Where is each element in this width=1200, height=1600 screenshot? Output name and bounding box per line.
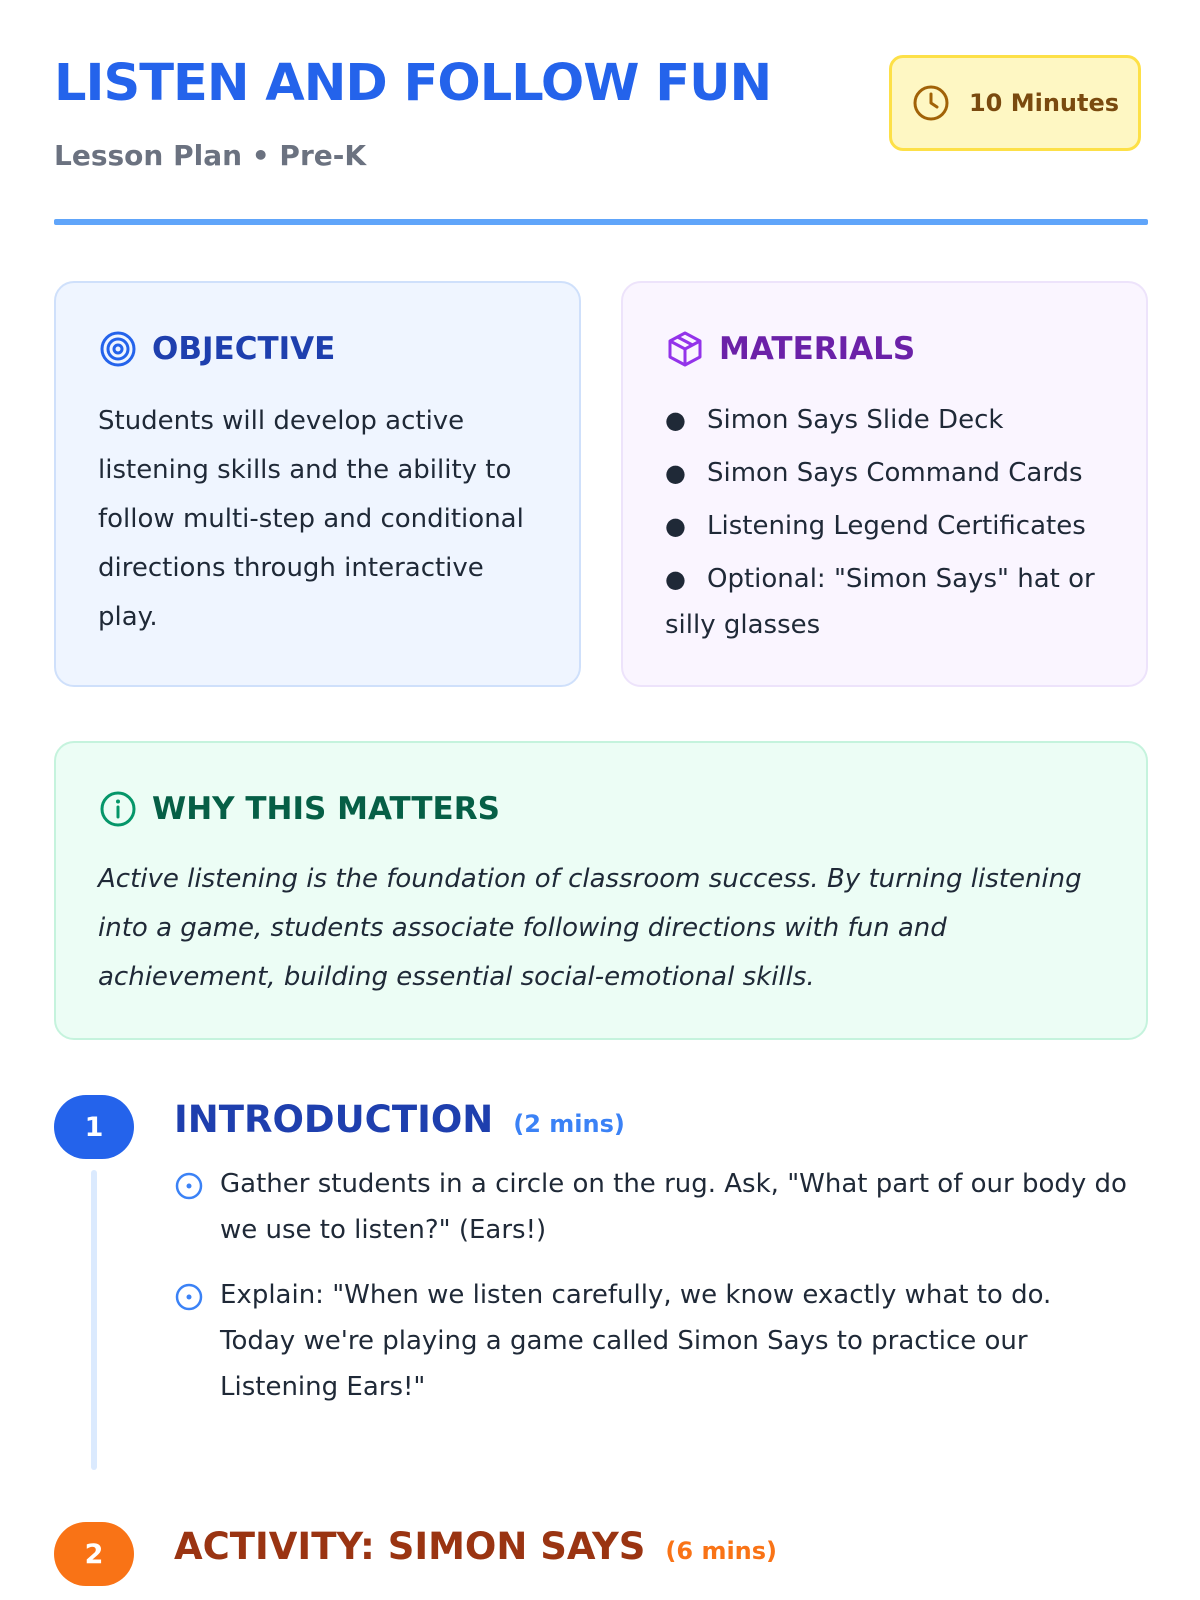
materials-list	[665, 397, 1115, 655]
info-icon	[98, 789, 138, 829]
list-item: ● Optional: "Simon Says" hat or silly glasses	[665, 556, 1115, 648]
step-number-badge: 2	[54, 1522, 134, 1586]
list-item: ● Listening Legend Certificates	[665, 503, 1115, 549]
step-items	[174, 1161, 1134, 1429]
step-title: INTRODUCTION	[174, 1098, 494, 1141]
duration-badge	[889, 55, 1141, 151]
why-title: WHY THIS MATTERS	[152, 791, 500, 827]
bullet: ●	[665, 565, 686, 593]
objective-header	[98, 329, 335, 369]
header-divider	[54, 219, 1148, 225]
why-card	[54, 741, 1148, 1040]
list-item: Gather students in a circle on the rug. Ask, "What part of our body do we use to listen?" (Ears!)	[174, 1161, 1134, 1253]
duration-label: 10 Minutes	[968, 89, 1120, 117]
bullet: ●	[665, 512, 686, 540]
bullet: ●	[665, 459, 686, 487]
clock-icon	[911, 83, 951, 123]
lesson-plan-page	[54, 0, 1148, 1600]
target-icon	[98, 329, 138, 369]
objective-title: OBJECTIVE	[152, 331, 336, 367]
dot-circle-icon	[174, 1171, 204, 1201]
box-icon	[665, 329, 705, 369]
dot-circle-icon	[174, 1282, 204, 1312]
page-title: LISTEN AND FOLLOW FUN	[54, 54, 772, 113]
objective-text: Students will develop active listening skills and the ability to follow multi-step and conditional directions through interactive play.	[98, 406, 524, 632]
list-item: ● Simon Says Slide Deck	[665, 397, 1115, 443]
list-item: ● Simon Says Command Cards	[665, 450, 1115, 496]
why-header	[98, 789, 500, 829]
step-duration: (6 mins)	[665, 1537, 778, 1565]
step-timeline-line	[91, 1170, 97, 1470]
list-item: Explain: "When we listen carefully, we know exactly what to do. Today we're playing a game called Simon Says to practice our Listening Ears!"	[174, 1272, 1134, 1410]
materials-card	[621, 281, 1148, 687]
materials-title: MATERIALS	[719, 331, 916, 367]
bullet: ●	[665, 406, 686, 434]
step-number-badge: 1	[54, 1095, 134, 1159]
materials-header	[665, 329, 915, 369]
page-subtitle: Lesson Plan • Pre-K	[54, 139, 367, 172]
step-duration: (2 mins)	[513, 1110, 625, 1138]
why-text: Active listening is the foundation of classroom success. By turning listening into a game, students associate following directions with fun and achievement, building essential social-emotional skills.	[98, 864, 1082, 992]
step-heading	[174, 1098, 625, 1141]
step-heading	[174, 1525, 777, 1568]
objective-card	[54, 281, 581, 687]
step-title: ACTIVITY: SIMON SAYS	[174, 1525, 646, 1568]
